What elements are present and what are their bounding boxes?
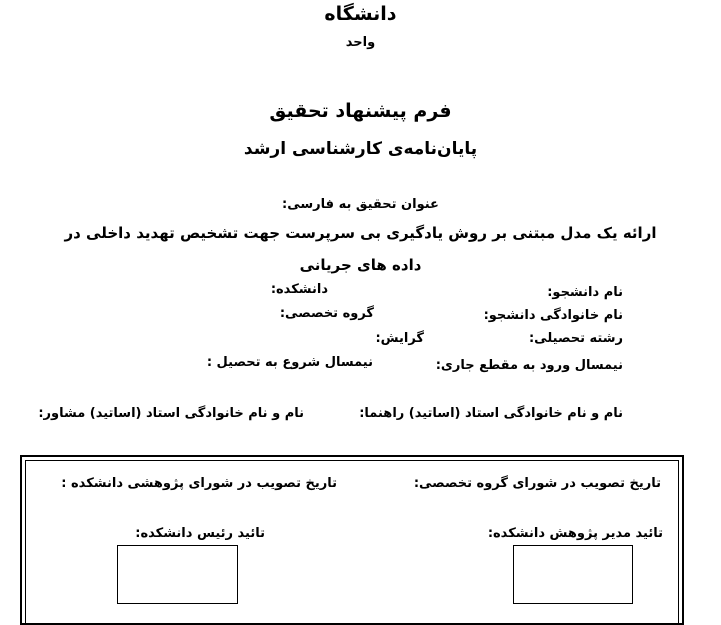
start-semester-label: نیمسال شروع به تحصیل : xyxy=(206,355,373,370)
research-manager-signature-box xyxy=(513,545,633,604)
university-name: دانشگاه xyxy=(324,3,397,25)
faculty-council-date-label: تاریخ تصویب در شورای پژوهشی دانشکده : xyxy=(61,476,337,491)
research-manager-label: تائید مدیر پژوهش دانشکده: xyxy=(487,526,663,541)
research-title-line2: داده های جریانی xyxy=(299,256,422,274)
branch-name: واحد xyxy=(345,35,376,50)
research-title-line1: ارائه یک مدل مبتنی بر روش یادگیری بی سرپرست جهت تشخیص تهدید داخلی در xyxy=(64,224,657,242)
form-title: فرم پیشنهاد تحقیق xyxy=(269,100,452,122)
research-title-label: عنوان تحقیق به فارسی: xyxy=(282,197,439,212)
supervisor-label: نام و نام خانوادگی استاد (اساتید) راهنما: xyxy=(359,406,623,421)
entry-semester-label: نیمسال ورود به مقطع جاری: xyxy=(435,358,623,373)
student-last-name-label: نام خانوادگی دانشجو: xyxy=(483,308,623,323)
field-of-study-label: رشته تحصیلی: xyxy=(528,331,623,346)
student-first-name-label: نام دانشجو: xyxy=(547,285,623,300)
faculty-label: دانشکده: xyxy=(270,282,328,297)
advisor-label: نام و نام خانوادگی استاد (اساتید) مشاور: xyxy=(38,406,304,421)
faculty-head-signature-box xyxy=(117,545,238,604)
specialization-label: گرایش: xyxy=(375,331,424,346)
faculty-head-label: تائید رئیس دانشکده: xyxy=(135,526,265,541)
form-subtitle: پایان‌نامه‌ی کارشناسی ارشد xyxy=(243,139,478,159)
dept-council-date-label: تاریخ تصویب در شورای گروه تخصصی: xyxy=(413,476,661,491)
department-label: گروه تخصصی: xyxy=(279,306,374,321)
